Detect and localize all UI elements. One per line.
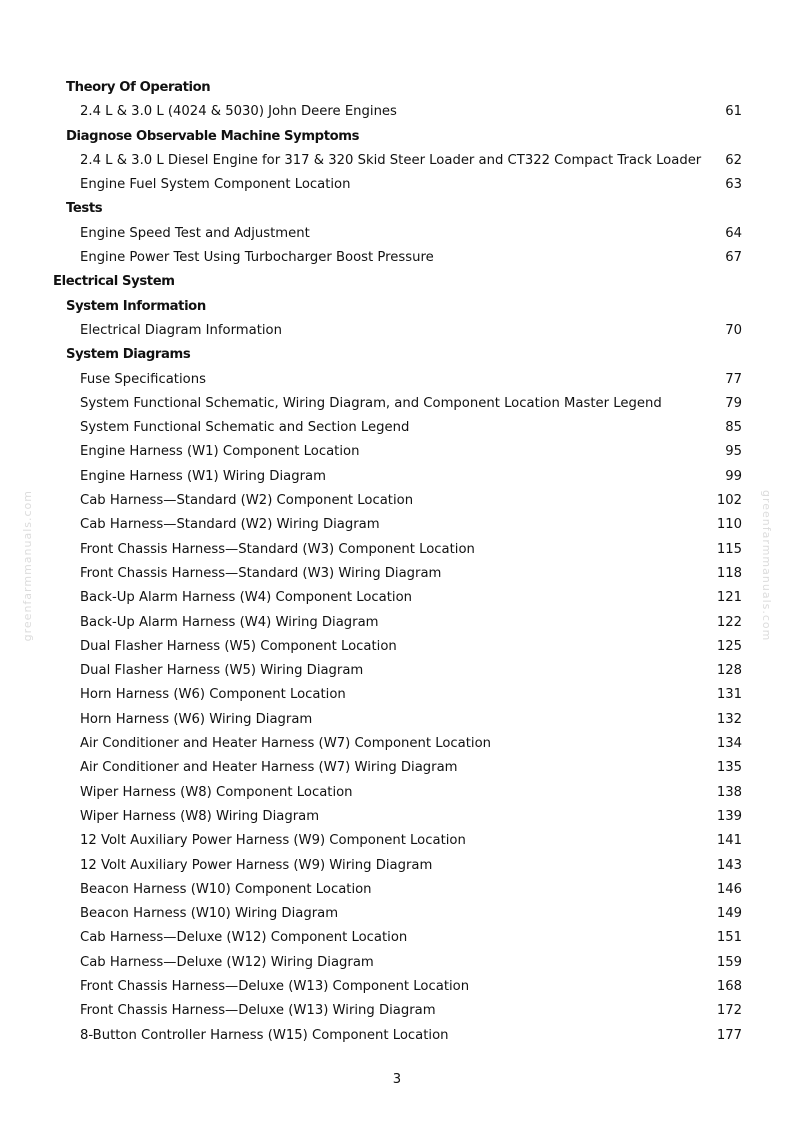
toc-entry-page: 61 [725,104,742,120]
toc-entry[interactable] [0,173,794,197]
toc-entry-title: Front Chassis Harness—Standard (W3) Component Location [80,541,475,557]
toc-entry[interactable] [0,999,794,1023]
toc-entry-title: Dual Flasher Harness (W5) Wiring Diagram [80,663,364,679]
toc-entry-page: 141 [716,833,742,849]
toc-entry[interactable] [0,829,794,853]
toc-entry-page: 122 [716,614,742,630]
toc-entry-page: 118 [716,565,742,581]
toc-entry-page: 99 [725,468,742,484]
toc-entry[interactable] [0,440,794,464]
toc-entry[interactable] [0,756,794,780]
toc-entry-page: 67 [725,250,742,266]
toc-entry[interactable] [0,975,794,999]
toc-entry-page: 149 [716,906,742,922]
toc-entry[interactable] [0,392,794,416]
toc-entry[interactable] [0,1024,794,1048]
toc-entry-title: Air Conditioner and Heater Harness (W7) Wiring Diagram [80,760,458,776]
toc-entry-page: 151 [716,930,742,946]
toc-entry[interactable] [0,489,794,513]
toc-entry-page: 138 [716,784,742,800]
toc-entry-title: Tests [66,201,103,217]
toc-entry-page: 77 [725,371,742,387]
toc-section-heading [0,270,794,294]
toc-entry-title: Electrical Diagram Information [80,322,282,338]
toc-entry-page: 95 [725,444,742,460]
toc-entry-page: 102 [716,493,742,509]
toc-entry-title: System Information [66,298,206,314]
toc-entry[interactable] [0,586,794,610]
toc-entry-page: 64 [725,225,742,241]
toc-entry-title: Back-Up Alarm Harness (W4) Wiring Diagram [80,614,379,630]
toc-section-heading [0,295,794,319]
toc-entry[interactable] [0,100,794,124]
toc-entry[interactable] [0,951,794,975]
toc-entry-page: 110 [716,517,742,533]
toc-entry-title: Fuse Specifications [80,371,206,387]
toc-entry-title: Cab Harness—Standard (W2) Wiring Diagram [80,517,380,533]
toc-entry[interactable] [0,781,794,805]
toc-entry-page: 132 [716,711,742,727]
toc-entry-title: 2.4 L & 3.0 L (4024 & 5030) John Deere Engines [80,104,397,120]
toc-entry[interactable] [0,854,794,878]
toc-entry-page: 177 [716,1027,742,1043]
toc-entry-title: Front Chassis Harness—Deluxe (W13) Wiring Diagram [80,1003,436,1019]
toc-entry[interactable] [0,416,794,440]
toc-entry-title: Engine Power Test Using Turbocharger Boost Pressure [80,250,434,266]
toc-entry-page: 79 [725,395,742,411]
toc-entry[interactable] [0,538,794,562]
toc-entry-title: Cab Harness—Standard (W2) Component Location [80,493,414,509]
toc-section-heading [0,197,794,221]
toc-entry-title: Dual Flasher Harness (W5) Component Location [80,638,397,654]
toc-entry-title: Cab Harness—Deluxe (W12) Wiring Diagram [80,954,374,970]
toc-entry[interactable] [0,805,794,829]
toc-entry[interactable] [0,708,794,732]
toc-section-heading [0,343,794,367]
watermark-left: greenfarmmanuals.com [21,490,34,642]
toc-entry-title: Engine Harness (W1) Component Location [80,444,360,460]
toc-entry-title: Horn Harness (W6) Wiring Diagram [80,711,313,727]
toc-entry-page: 131 [716,687,742,703]
toc-entry-title: Wiper Harness (W8) Wiring Diagram [80,808,320,824]
toc-entry[interactable] [0,732,794,756]
toc-entry[interactable] [0,246,794,270]
toc-entry-page: 121 [716,590,742,606]
toc-entry-title: Horn Harness (W6) Component Location [80,687,346,703]
toc-entry-page: 125 [716,638,742,654]
toc-entry[interactable] [0,222,794,246]
toc-entry-page: 70 [725,322,742,338]
toc-entry-title: Cab Harness—Deluxe (W12) Component Location [80,930,408,946]
toc-section-heading [0,76,794,100]
toc-entry-title: Front Chassis Harness—Standard (W3) Wiring Diagram [80,565,442,581]
watermark-right: greenfarmmanuals.com [760,490,773,642]
toc-entry[interactable] [0,926,794,950]
toc-entry-page: 85 [725,420,742,436]
toc-entry-page: 128 [716,663,742,679]
toc-entry[interactable] [0,149,794,173]
toc-entry[interactable] [0,368,794,392]
toc-entry[interactable] [0,562,794,586]
toc-entry-page: 172 [716,1003,742,1019]
toc-entry-title: Front Chassis Harness—Deluxe (W13) Component Location [80,978,470,994]
toc-entry-title: System Diagrams [66,347,191,363]
toc-entry-title: Beacon Harness (W10) Component Location [80,881,372,897]
toc-entry-page: 63 [725,177,742,193]
toc-entry[interactable] [0,513,794,537]
toc-entry[interactable] [0,319,794,343]
toc-entry-title: 12 Volt Auxiliary Power Harness (W9) Wiring Diagram [80,857,433,873]
toc-entry[interactable] [0,635,794,659]
toc-entry-title: 12 Volt Auxiliary Power Harness (W9) Component Location [80,833,466,849]
toc-entry-title: System Functional Schematic, Wiring Diagram, and Component Location Master Legend [80,395,662,411]
toc-entry[interactable] [0,683,794,707]
toc-entry[interactable] [0,902,794,926]
toc-entry-title: Engine Speed Test and Adjustment [80,225,310,241]
toc-entry[interactable] [0,465,794,489]
toc-entry[interactable] [0,611,794,635]
toc-entry-title: Engine Harness (W1) Wiring Diagram [80,468,326,484]
toc-entry-page: 115 [716,541,742,557]
toc-entry-title: Electrical System [53,274,175,290]
toc-entry-page: 62 [725,152,742,168]
table-of-contents [0,76,794,1048]
toc-entry-title: Wiper Harness (W8) Component Location [80,784,353,800]
toc-entry-title: 2.4 L & 3.0 L Diesel Engine for 317 & 320 Skid Steer Loader and CT322 Compact Track Loader [80,152,702,168]
toc-entry-page: 143 [716,857,742,873]
toc-entry-title: Theory Of Operation [66,80,211,95]
toc-entry-title: Air Conditioner and Heater Harness (W7) Component Location [80,736,492,752]
toc-entry-page: 139 [716,808,742,824]
toc-entry[interactable] [0,659,794,683]
toc-entry[interactable] [0,878,794,902]
toc-entry-title: Back-Up Alarm Harness (W4) Component Location [80,590,413,606]
toc-entry-title: Diagnose Observable Machine Symptoms [66,128,360,144]
toc-section-heading [0,125,794,149]
toc-entry-page: 159 [716,954,742,970]
toc-entry-title: System Functional Schematic and Section Legend [80,420,410,436]
toc-entry-title: 8-Button Controller Harness (W15) Component Location [80,1027,449,1043]
toc-entry-page: 135 [716,760,742,776]
page-number: 3 [392,1072,402,1087]
toc-entry-page: 168 [716,978,742,994]
toc-entry-title: Engine Fuel System Component Location [80,177,351,193]
toc-entry-page: 146 [716,881,742,897]
toc-entry-page: 134 [716,736,742,752]
toc-entry-title: Beacon Harness (W10) Wiring Diagram [80,906,339,922]
